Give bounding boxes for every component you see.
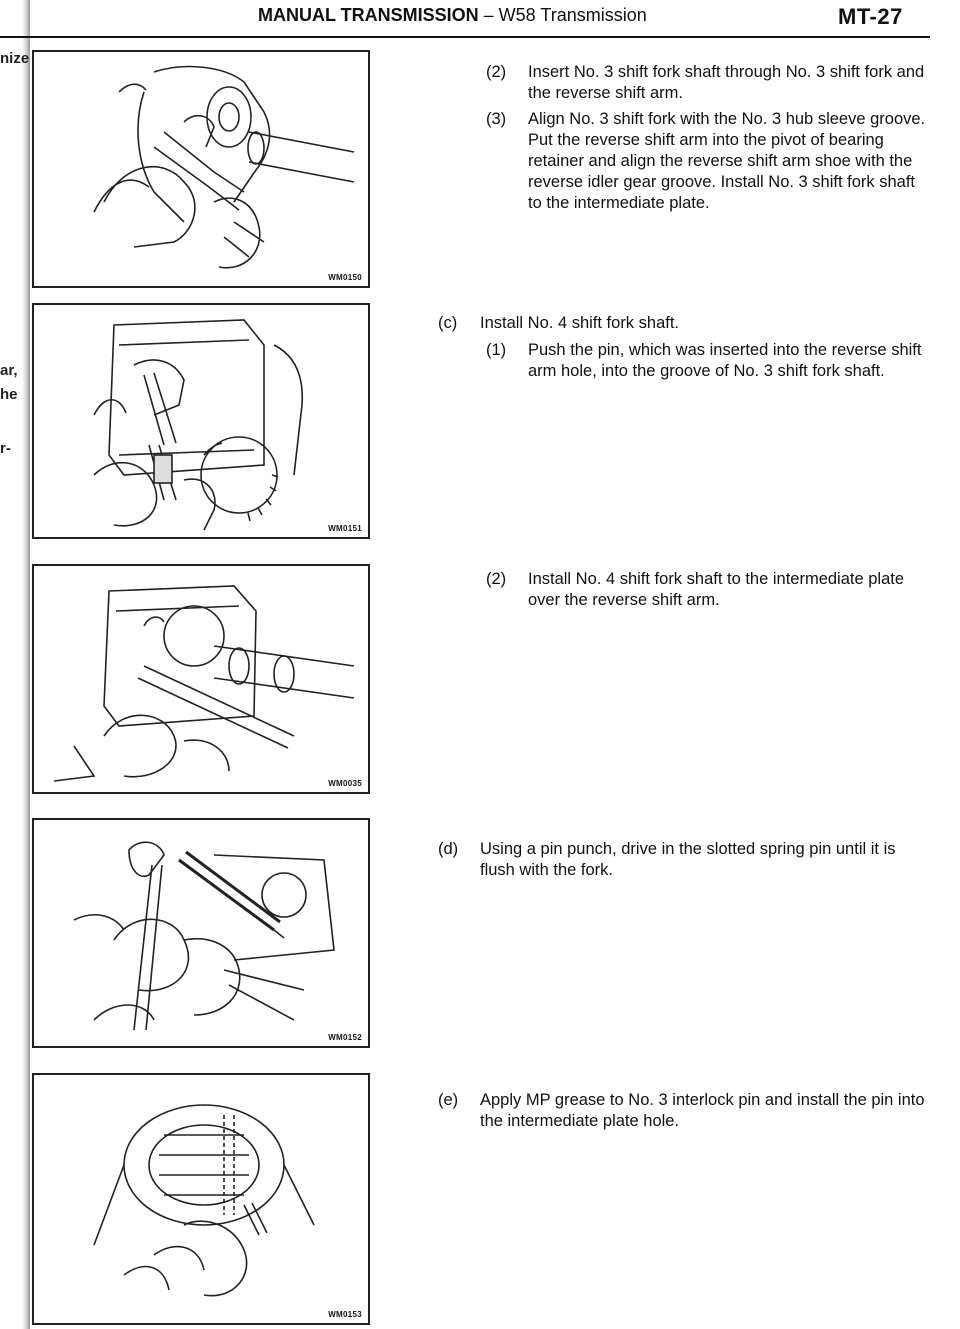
step-number: (c) — [438, 314, 458, 332]
figure-wm0152 — [32, 818, 370, 1048]
step-text: Install No. 4 shift fork shaft to the intermediate plate over the reverse shift arm. — [528, 570, 905, 609]
figure-code: WM0035 — [328, 779, 362, 788]
binding-fragment: he — [0, 386, 18, 403]
step-number: (2) — [486, 570, 507, 588]
page-number: MT-27 — [838, 4, 903, 29]
page-header — [0, 0, 960, 44]
step-number: (2) — [486, 63, 507, 81]
step-number: (3) — [486, 110, 507, 128]
figure-wm0151 — [32, 303, 370, 539]
page-binding-edge — [0, 0, 30, 1329]
step-text: Push the pin, which was inserted into the reverse shift arm hole, into the groove of No. 3 shift fork shaft. — [528, 341, 922, 380]
step-text: Using a pin punch, drive in the slotted spring pin until it is flush with the fork. — [480, 840, 896, 879]
no4-shift-fork-shaft-illustration — [34, 566, 368, 792]
figure-code: WM0151 — [328, 524, 362, 533]
pin-punch-hammer-illustration — [34, 820, 368, 1046]
step-text: Insert No. 3 shift fork shaft through No. 3 shift fork and the reverse shift arm. — [528, 63, 925, 102]
step-text: Align No. 3 shift fork with the No. 3 hub sleeve groove. Put the reverse shift arm into the pivot of bearing retainer and align the reverse shift arm shoe with the reverse idler gear groove. Install No. 3 shift fork shaft to the intermediate plate. — [528, 110, 926, 212]
figure-code: WM0152 — [328, 1033, 362, 1042]
reverse-shift-arm-pin-illustration — [34, 305, 368, 537]
step-text: Install No. 4 shift fork shaft. — [480, 314, 679, 332]
binding-fragment: nize — [0, 50, 30, 67]
page-title — [258, 5, 647, 26]
binding-fragment: ar, — [0, 362, 18, 379]
step-number: (1) — [486, 341, 507, 359]
interlock-pin-install-illustration — [34, 1075, 368, 1323]
shift-fork-shaft-insert-illustration — [34, 52, 368, 286]
binding-fragment: r- — [0, 440, 11, 457]
step-number: (d) — [438, 840, 459, 858]
figure-wm0035 — [32, 564, 370, 794]
step-text: Apply MP grease to No. 3 interlock pin and install the pin into the intermediate plate hole. — [480, 1091, 925, 1130]
header-rule — [0, 36, 930, 38]
step-number: (e) — [438, 1091, 459, 1109]
figure-code: WM0153 — [328, 1310, 362, 1319]
manual-section-title: MANUAL TRANSMISSION — [258, 5, 479, 25]
manual-subsection-title: – W58 Transmission — [478, 5, 647, 25]
figure-wm0150 — [32, 50, 370, 288]
figure-code: WM0150 — [328, 273, 362, 282]
figure-wm0153 — [32, 1073, 370, 1325]
